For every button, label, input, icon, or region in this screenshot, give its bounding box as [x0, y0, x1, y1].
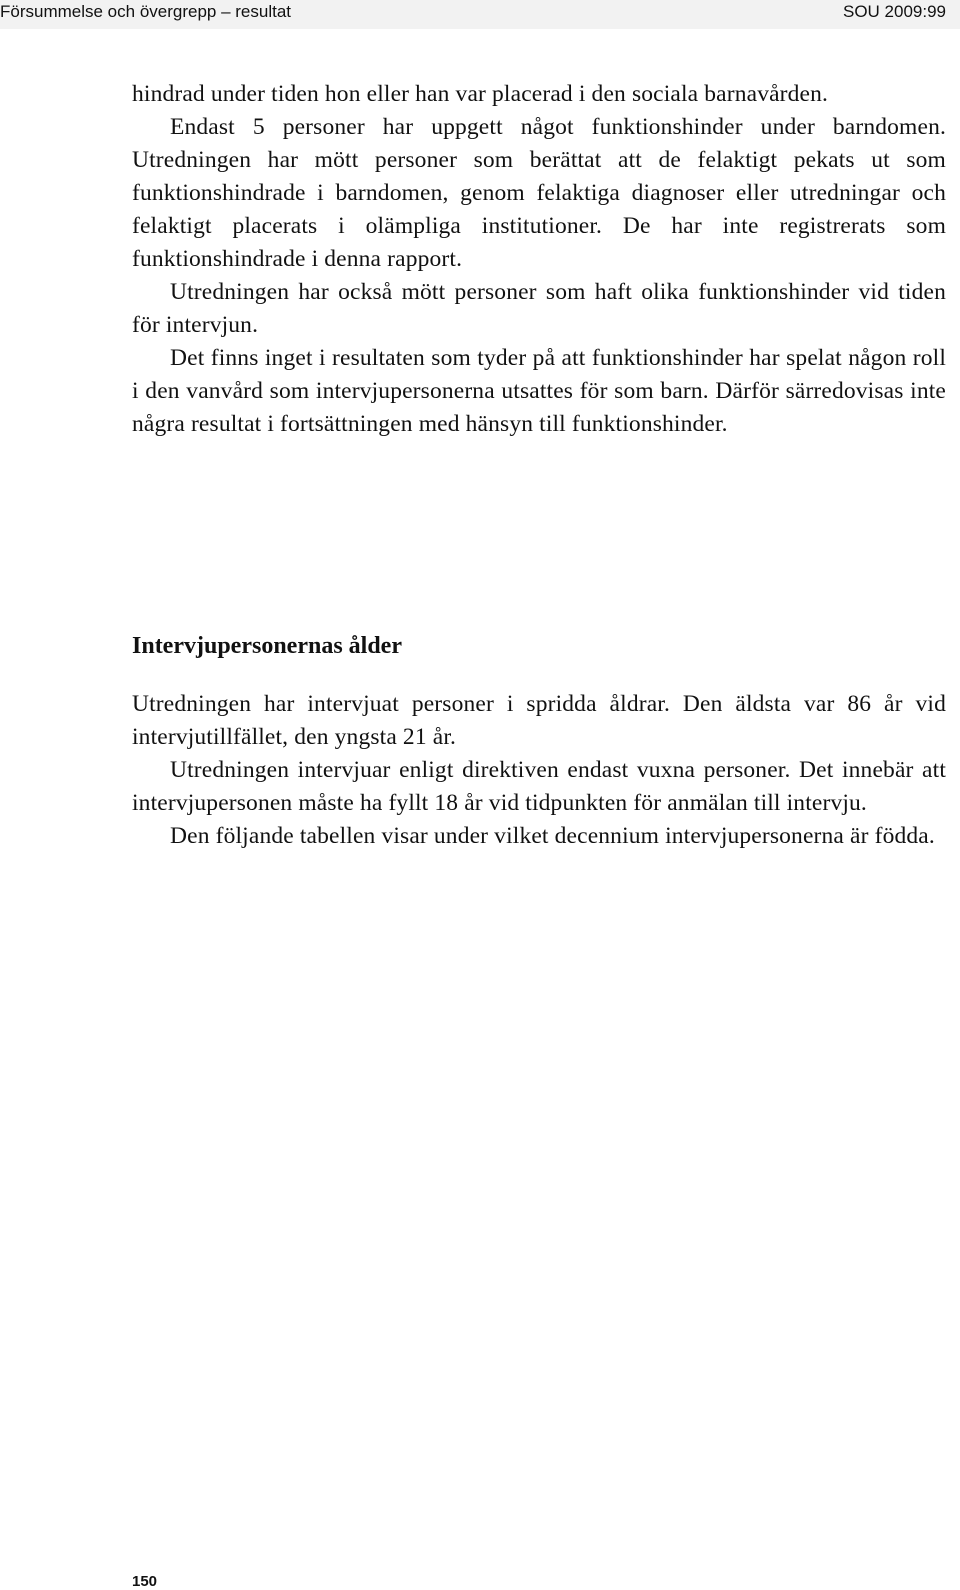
running-head	[0, 0, 960, 29]
paragraph-adults-only: Utredningen intervjuar enligt direktiven endast vuxna personer. Det innebär att intervjupersonen måste ha fyllt 18 år vid tidpunkten för anmälan till intervju.	[132, 757, 946, 816]
paragraph-age-range: Utredningen har intervjuat personer i spridda åldrar. Den äldsta var 86 år vid intervjutillfället, den yngsta 21 år.	[132, 691, 946, 750]
section-heading-age: Intervjupersonernas ålder	[132, 633, 402, 659]
running-head-report-id: SOU 2009:99	[842, 2, 946, 21]
paragraph-disability-conclusion: Det finns inget i resultaten som tyder på att funktionshinder har spelat någon roll i den vanvård som intervjupersonerna utsattes för som barn. Därför särredovisas inte några resultat i fortsättningen med hänsyn till funktionshinder.	[132, 345, 946, 437]
paragraph-disability-count: Endast 5 personer har uppgett något funktionshinder under barndomen. Utredningen har mött personer som berättat att de felaktigt pekats ut som funktionshindrade i barndomen, genom felaktiga diagnoser eller utredningar och felaktigt placerats i olämpliga institutioner. De har inte registrerats som funktionshindrade i denna rapport.	[132, 114, 946, 272]
body-text-section-1	[132, 78, 946, 441]
running-head-title: Försummelse och övergrepp – resultat	[0, 2, 292, 21]
paragraph-continuation: hindrad under tiden hon eller han var placerad i den sociala barnavården.	[132, 81, 829, 107]
paragraph-disability-at-interview: Utredningen har också mött personer som haft olika funktionshinder vid tiden för intervjun.	[132, 279, 946, 338]
paragraph-table-intro: Den följande tabellen visar under vilket decennium intervjupersonerna är födda.	[170, 823, 935, 849]
body-text-section-2	[132, 688, 946, 853]
page-number: 150	[132, 1573, 158, 1590]
